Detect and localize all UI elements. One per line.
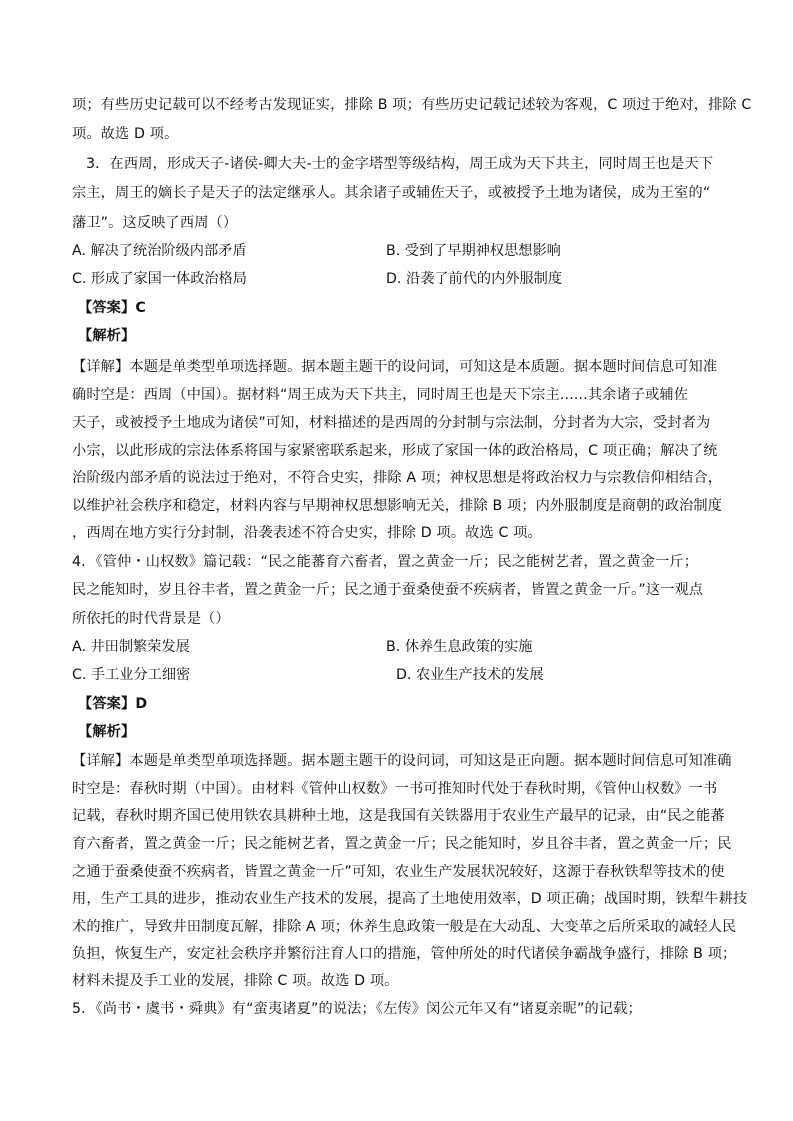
q3-option-a: A. 解决了统治阶级内部矛盾 [72, 243, 247, 259]
q4-analysis-label: 【解析】 [78, 724, 136, 740]
q3-detail-line-6: 以维护社会秩序和稳定，材料内容与早期神权思想影响无关，排除 B 项；内外服制度是商朝的政治制度 [72, 498, 723, 514]
q3-analysis-label: 【解析】 [78, 328, 136, 344]
q4-option-d: D. 农业生产技术的发展 [396, 667, 544, 683]
intro-line-1: 项；有些历史记载可以不经考古发现证实，排除 B 项；有些历史记载记述较为客观，C 项过于绝对，排除 C [72, 97, 752, 113]
q4-detail-line-5: 之通于蚕桑使蚕不疾病者，皆置之黄金一斤”可知，农业生产发展状况较好，这源于春秋铁犁等技术的使 [72, 864, 725, 880]
q4-detail-line-6: 用，生产工具的进步，推动农业生产技术的发展，提高了土地使用效率，D 项正确；战国时期，铁犁牛耕技 [72, 891, 748, 907]
q3-answer: 【答案】C [78, 300, 146, 316]
q5-stem-line-1: 5．《尚书・虞书・舜典》有“蛮夷诸夏”的说法；《左传》闵公元年又有“诸夏亲昵”的记载； [72, 1001, 642, 1017]
q3-option-b: B. 受到了早期神权思想影响 [386, 243, 561, 259]
q3-stem-line-3: 藩卫”。这反映了西周（） [72, 215, 238, 231]
q4-detail-line-9: 材料未提及手工业的发展，排除 C 项。故选 D 项。 [72, 973, 399, 989]
q4-stem-line-3: 所依托的时代背景是（） [72, 611, 230, 627]
q4-option-a: A. 井田制繁荣发展 [72, 639, 190, 655]
q3-option-c: C. 形成了家国一体政治格局 [72, 271, 247, 287]
q3-stem-line-2: 宗主，周王的嫡长子是天子的法定继承人。其余诸子或辅佐天子，或被授予土地为诸侯，成为王室的“ [72, 185, 711, 201]
q3-detail-line-5: 治阶级内部矛盾的说法过于绝对，不符合史实，排除 A 项；神权思想是将政治权力与宗教信仰相结合， [72, 470, 723, 486]
q3-stem-line-1: 3．在西周，形成天子-诸侯-卿大夫-士的金字塔型等级结构，周王成为天下共主，同时周王也是天下 [86, 156, 714, 172]
q4-stem-line-1: 4．《管仲・山权数》篇记载：“民之能蕃育六畜者，置之黄金一斤；民之能树艺者，置之黄金一斤； [72, 554, 699, 570]
q4-detail-line-4: 育六畜者，置之黄金一斤；民之能树艺者，置之黄金一斤；民之能知时，岁且谷丰者，置之黄金一斤；民 [72, 836, 732, 852]
q4-detail-line-1: 【详解】本题是单类型单项选择题。据本题主题干的设问词，可知这是正向题。据本题时间信息可知准确 [72, 753, 732, 769]
q3-detail-line-1: 【详解】本题是单类型单项选择题。据本题主题干的设问词，可知这是本质题。据本题时间信息可知准 [72, 359, 718, 375]
q4-option-c: C. 手工业分工细密 [72, 667, 191, 683]
q4-answer: 【答案】D [78, 696, 148, 712]
q3-detail-line-4: 小宗，以此形成的宗法体系将国与家紧密联系起来，形成了家国一体的政治格局，C 项正确；解决了统 [72, 443, 718, 459]
intro-line-2: 项。故选 D 项。 [72, 126, 179, 142]
q3-detail-line-7: ，西周在地方实行分封制，沿袭表述不符合史实，排除 D 项。故选 C 项。 [72, 525, 542, 541]
q4-stem-line-2: 民之能知时，岁且谷丰者，置之黄金一斤；民之通于蚕桑使蚕不疾病者，皆置之黄金一斤。”这一观点 [72, 582, 704, 598]
q4-detail-line-8: 负担，恢复生产，安定社会秩序并繁衍注育人口的措施，管仲所处的时代诸侯争霸战争盛行，排除 B 项； [72, 946, 737, 962]
q4-option-b: B. 休养生息政策的实施 [386, 639, 533, 655]
q3-detail-line-2: 确时空是：西周（中国）。据材料“周王成为天下共主，同时周王也是天下宗主......其余诸子或辅佐 [72, 387, 689, 403]
q4-detail-line-3: 记载，春秋时期齐国已使用铁农具耕种土地，这是我国有关铁器用于农业生产最早的记录，由“民之能蕃 [72, 808, 725, 824]
q3-option-d: D. 沿袭了前代的内外服制度 [386, 271, 563, 287]
q4-detail-line-7: 术的推广，导致井田制度瓦解，排除 A 项；休养生息政策一般是在大动乱、大变革之后所采取的减轻人民 [72, 919, 737, 935]
q3-detail-line-3: 天子，或被授予土地成为诸侯”可知，材料描述的是西周的分封制与宗法制，分封者为大宗，受封者为 [72, 415, 711, 431]
q4-detail-line-2: 时空是：春秋时期（中国）。由材料《管仲山权数》一书可推知时代处于春秋时期，《管仲山权数》一书 [72, 781, 718, 797]
